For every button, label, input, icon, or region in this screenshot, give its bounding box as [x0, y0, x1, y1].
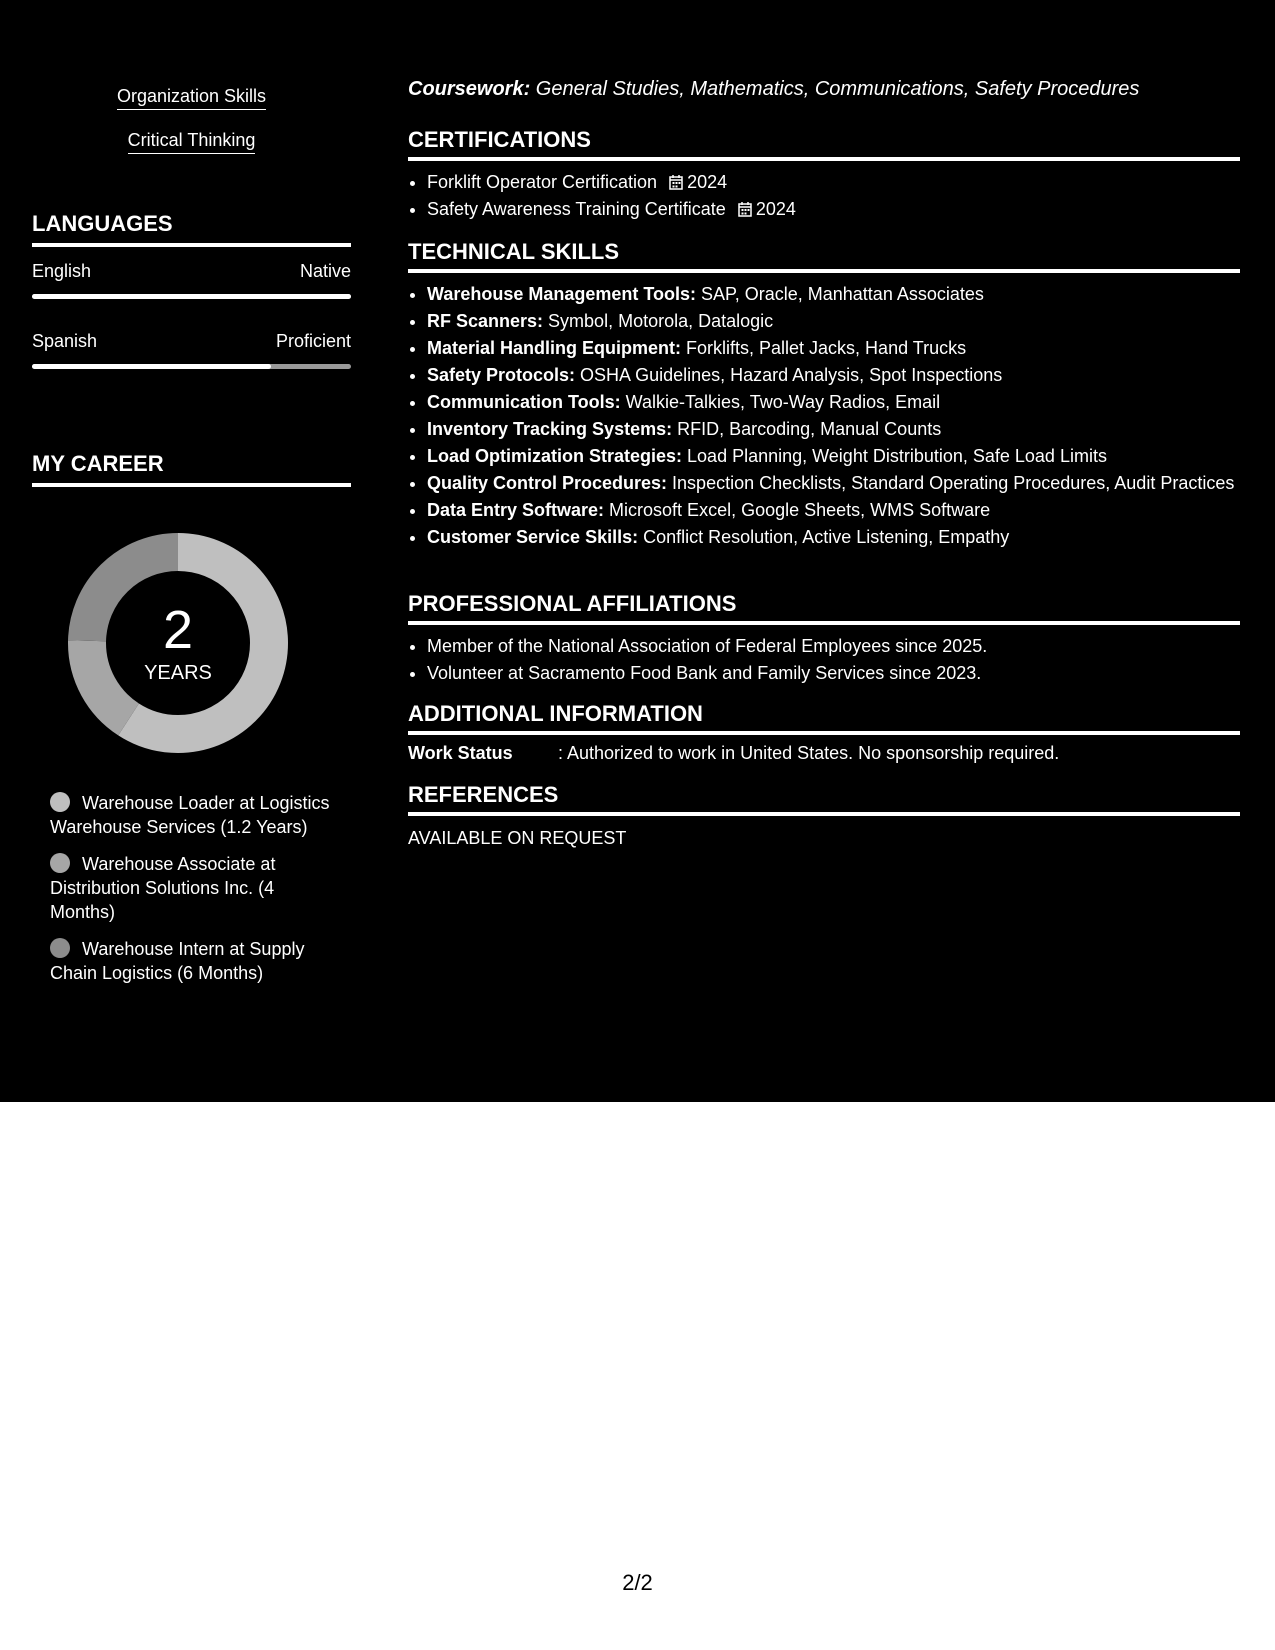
language-name: English: [32, 261, 92, 281]
calendar-icon: [738, 202, 752, 217]
career-heading: MY CAREER: [32, 451, 351, 487]
skill-text: Symbol, Motorola, Datalogic: [543, 311, 774, 331]
skill-tags: [32, 86, 351, 174]
certifications-heading: CERTIFICATIONS: [408, 127, 1240, 161]
skill-label: RF Scanners:: [427, 311, 544, 331]
skill-label: Quality Control Procedures:: [427, 473, 668, 493]
skill-text: RFID, Barcoding, Manual Counts: [672, 419, 942, 439]
career-item: [50, 791, 340, 839]
coursework-label: Coursework:: [408, 78, 531, 100]
career-total-unit: YEARS: [144, 661, 212, 684]
skill-text: SAP, Oracle, Manhattan Associates: [696, 284, 984, 304]
certification-item: [427, 169, 1240, 196]
language-level-fill: [32, 364, 271, 369]
skill-text: Conflict Resolution, Active Listening, Empathy: [638, 527, 1010, 547]
language-level: Proficient: [275, 331, 351, 351]
technical-skills-list: [408, 281, 1240, 551]
career-total-number: 2: [162, 599, 194, 660]
skill-item: [427, 362, 1240, 389]
career-item-text: Warehouse Associate at Distribution Solutions Inc. (4 Months): [50, 854, 276, 922]
languages-section: [32, 211, 351, 369]
certification-name: Forklift Operator Certification: [427, 172, 658, 192]
technical-skills-section: [408, 239, 1240, 551]
certifications-section: [408, 127, 1240, 223]
skill-label: Safety Protocols:: [427, 365, 576, 385]
skill-text: OSHA Guidelines, Hazard Analysis, Spot Inspections: [575, 365, 1003, 385]
career-item: [50, 937, 340, 985]
coursework-text: General Studies, Mathematics, Communications, Safety Procedures: [530, 78, 1140, 100]
skill-label: Customer Service Skills:: [427, 527, 639, 547]
skill-item: [427, 389, 1240, 416]
skill-label: Inventory Tracking Systems:: [427, 419, 673, 439]
skill-text: Walkie-Talkies, Two-Way Radios, Email: [620, 392, 941, 412]
skill-item: [427, 470, 1240, 497]
skill-item: [427, 443, 1240, 470]
certifications-list: [408, 169, 1240, 223]
career-item-text: Warehouse Loader at Logistics Warehouse Services (1.2 Years): [50, 793, 330, 837]
skill-label: Communication Tools:: [427, 392, 621, 412]
career-item: [50, 852, 340, 924]
language-level-bar: [32, 294, 351, 299]
language-level: Native: [299, 261, 351, 281]
work-status-value: : Authorized to work in United States. No sponsorship required.: [558, 743, 1060, 763]
certification-year: 2024: [755, 199, 796, 219]
coursework-line: [408, 78, 1139, 101]
career-dot-icon: [50, 938, 70, 958]
additional-info-section: [408, 701, 1240, 764]
affiliation-item: • Member of the National Association of Federal Employees since 2025.: [427, 633, 1240, 660]
references-text: AVAILABLE ON REQUEST: [408, 828, 627, 848]
career-donut-chart: [66, 531, 290, 755]
certification-year: 2024: [687, 172, 728, 192]
skill-label: Material Handling Equipment:: [427, 338, 682, 358]
skill-label: Data Entry Software:: [427, 500, 605, 520]
affiliations-heading: PROFESSIONAL AFFILIATIONS: [408, 591, 1240, 625]
language-name: Spanish: [32, 331, 98, 351]
skill-label: Warehouse Management Tools:: [427, 284, 697, 304]
skill-item: [427, 281, 1240, 308]
affiliations-list: [408, 633, 1240, 687]
career-section: [32, 451, 351, 983]
page-number: 2/2: [622, 1570, 653, 1595]
career-dot-icon: [50, 792, 70, 812]
certification-name: Safety Awareness Training Certificate: [427, 199, 726, 219]
affiliation-item: • Volunteer at Sacramento Food Bank and Family Services since 2023.: [427, 660, 1240, 687]
career-item-text: Warehouse Intern at Supply Chain Logistics (6 Months): [50, 939, 305, 983]
career-dot-icon: [50, 853, 70, 873]
work-status-label: Work Status: [408, 743, 513, 763]
affiliations-section: [408, 591, 1240, 687]
skill-item: [427, 335, 1240, 362]
skill-text: Load Planning, Weight Distribution, Safe Load Limits: [682, 446, 1107, 466]
languages-heading: LANGUAGES: [32, 211, 351, 247]
language-level-bar: [32, 364, 351, 369]
certification-item: [427, 196, 1240, 223]
additional-info-heading: ADDITIONAL INFORMATION: [408, 701, 1240, 735]
skill-label: Load Optimization Strategies:: [427, 446, 683, 466]
technical-skills-heading: TECHNICAL SKILLS: [408, 239, 1240, 273]
language-item: [32, 261, 351, 299]
skill-item: [427, 416, 1240, 443]
skill-item: [427, 308, 1240, 335]
language-item: [32, 331, 351, 369]
skill-item: [427, 497, 1240, 524]
language-level-fill: [32, 294, 351, 299]
skill-text: Microsoft Excel, Google Sheets, WMS Software: [604, 500, 991, 520]
references-section: [408, 782, 1240, 849]
work-status-row: [408, 743, 1240, 764]
skill-text: Inspection Checklists, Standard Operating Procedures, Audit Practices: [667, 473, 1235, 493]
skill-tag: Critical Thinking: [128, 130, 256, 154]
career-list: [50, 791, 340, 998]
skill-text: Forklifts, Pallet Jacks, Hand Trucks: [681, 338, 967, 358]
calendar-icon: [669, 175, 683, 190]
skill-tag: Organization Skills: [117, 86, 266, 110]
references-heading: REFERENCES: [408, 782, 1240, 816]
skill-item: [427, 524, 1240, 551]
